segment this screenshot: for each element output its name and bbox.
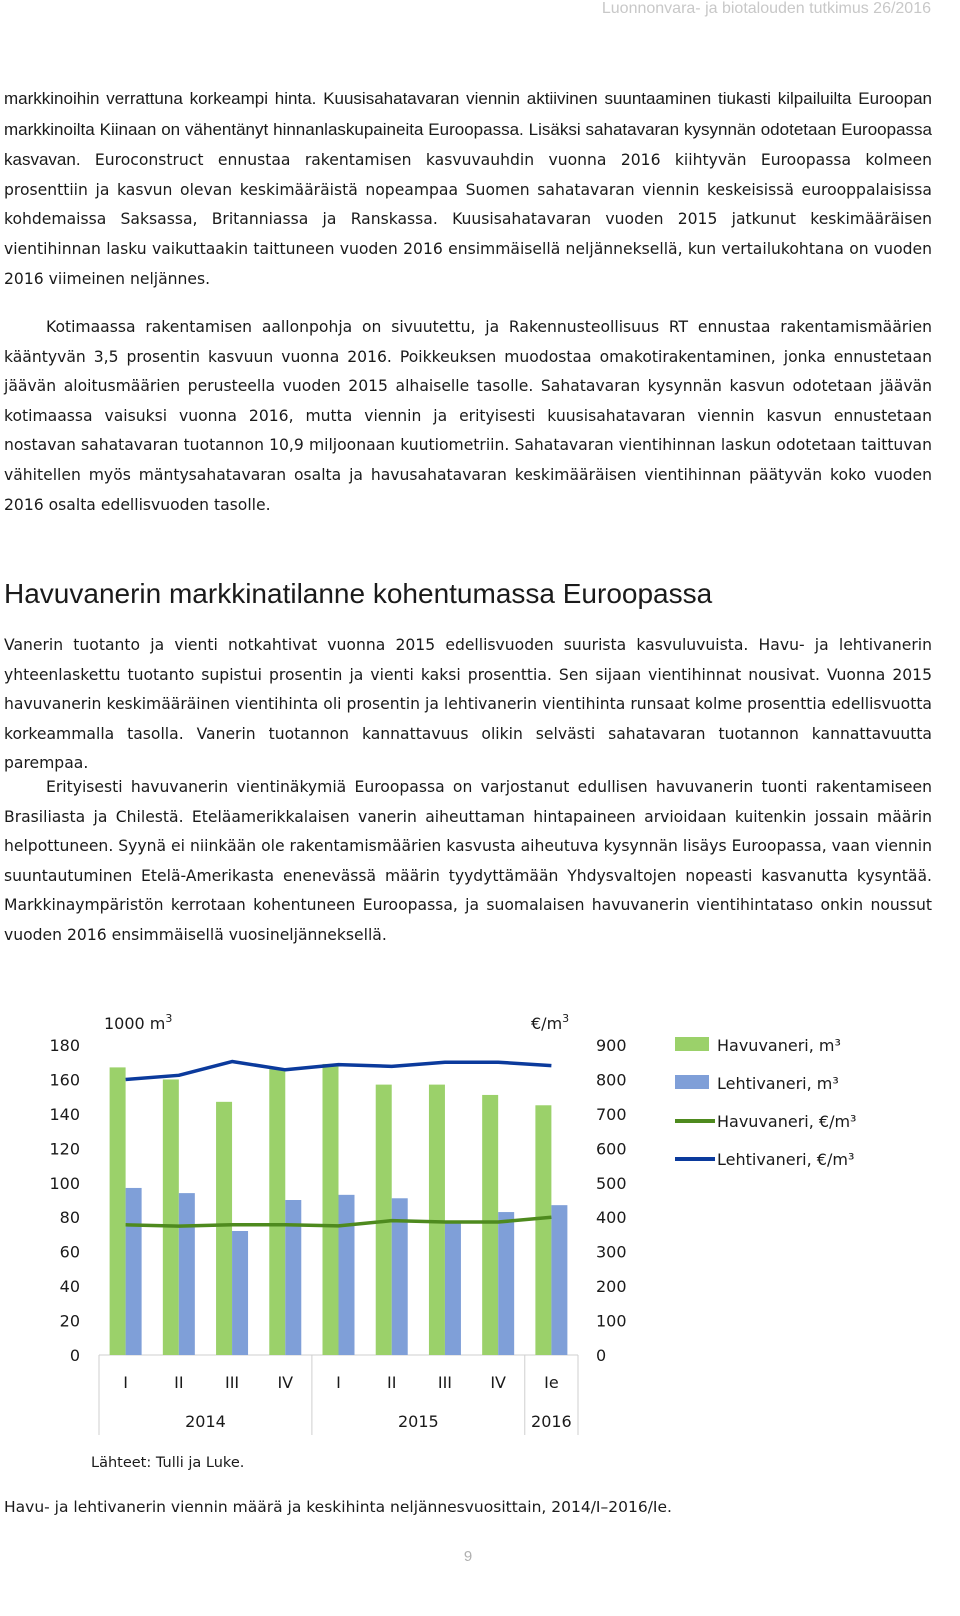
quarter-label: I [336, 1373, 341, 1392]
bar-havuvaneri [535, 1105, 551, 1355]
section-heading: Havuvanerin markkinatilanne kohentumassa Euroopassa [4, 578, 713, 609]
bar-series [110, 1064, 568, 1355]
quarter-label: II [174, 1373, 184, 1392]
quarter-label: Ie [544, 1373, 559, 1392]
bar-havuvaneri [216, 1102, 232, 1355]
right-tick-label: 900 [596, 1036, 627, 1055]
figure-caption: Havu- ja lehtivanerin viennin määrä ja keskihinta neljännesvuosittain, 2014/I–2016/Ie. [4, 1498, 672, 1516]
bar-lehtivaneri [551, 1205, 567, 1355]
page-number: 9 [463, 1548, 473, 1565]
quarter-label: IV [490, 1373, 507, 1392]
plywood-export-chart [0, 1000, 936, 1480]
running-header: Luonnonvara- ja biotalouden tutkimus 26/2016 [601, 0, 931, 17]
left-tick-label: 80 [59, 1208, 80, 1228]
right-tick-label: 800 [596, 1070, 627, 1090]
chart-legend [675, 1036, 856, 1169]
year-label: 2014 [185, 1412, 226, 1431]
right-tick-label: 200 [596, 1277, 627, 1297]
body-paragraph-3: Vanerin tuotanto ja vienti notkahtivat vuonna 2015 edellisvuoden suurista kasvuluvuista. Havu- ja lehtivanerin yhteenlaskettu tuotanto supistui prosentin ja vienti kaksi prosenttia. Sen sijaan vientihinnat nousivat. Vuonna 2015 havuvanerin keskimääräinen vientihinta oli prosentin ja lehtivanerin vientihinta runsaat kolme prosenttia edellisvuotta korkeammalla tasolla. Vanerin tuotannon kannattavuus olikin selvästi sahatavaran tuotannon kannattavuutta parempaa. [4, 636, 932, 773]
right-tick-label: 300 [596, 1242, 627, 1262]
left-tick-label: 140 [49, 1104, 80, 1124]
chart-source: Lähteet: Tulli ja Luke. [91, 1455, 245, 1471]
legend-label: Havuvaneri, m³ [717, 1036, 841, 1055]
bar-havuvaneri [269, 1069, 285, 1355]
left-tick-label: 100 [49, 1173, 80, 1193]
legend-swatch [675, 1037, 709, 1051]
year-label: 2016 [531, 1412, 572, 1431]
bar-lehtivaneri [179, 1193, 195, 1355]
bar-havuvaneri [323, 1064, 339, 1355]
quarter-label: III [224, 1373, 240, 1392]
paragraph-1-rest: Euroconstruct ennustaa rakentamisen kasvuvauhdin vuonna 2016 kiihtyvän Euroopassa kolmeen prosenttiin ja kasvun olevan keskimääräistä nopeampaa Suomen sahatavaran viennin keskeisissä eurooppalaisissa kohdemaissa Saksassa, Britanniassa ja Ranskassa. Kuusisahatavaran vuoden 2015 jatkunut keskimääräisen vientihinnan lasku vaikuttaakin taittuneen vuoden 2016 ensimmäisellä neljänneksellä, kun vertailukohtana on vuoden 2016 viimeinen neljännes. [4, 151, 932, 288]
legend-swatch [675, 1075, 709, 1089]
quarter-label: I [123, 1373, 128, 1392]
bar-lehtivaneri [126, 1188, 142, 1355]
year-separators [99, 1355, 578, 1435]
bar-havuvaneri [110, 1067, 126, 1355]
legend-label: Havuvaneri, €/m³ [717, 1112, 857, 1131]
bar-havuvaneri [163, 1079, 179, 1355]
left-axis-ticks [49, 1036, 80, 1365]
bar-lehtivaneri [498, 1212, 514, 1355]
right-tick-label: 0 [596, 1346, 607, 1365]
left-tick-label: 60 [59, 1242, 80, 1262]
bar-havuvaneri [482, 1095, 498, 1355]
quarter-label: IV [277, 1373, 294, 1392]
legend-label: Lehtivaneri, m³ [717, 1074, 839, 1093]
body-paragraph-4: Erityisesti havuvanerin vientinäkymiä Euroopassa on varjostanut edullisen havuvanerin tuonti rakentamiseen Brasiliasta ja Chilestä. Eteläamerikkalaisen vanerin aiheuttaman hintapaineen arvioidaan kuitenkin jossain määrin helpottuneen. Syynä ei niinkään ole rakentamismäärien kasvusta aiheutuva kysynnän lisäys Euroopassa, vaan viennin suuntautuminen Etelä-Amerikasta enenevässä määrin tyydyttämään Yhdysvaltojen nopeasti kasvanutta kysyntää. Markkinaympäristön kerrotaan kohentuneen Euroopassa, ja suomalaisen havuvanerin vientihintataso onkin noussut vuoden 2016 ensimmäisellä vuosineljänneksellä. [4, 778, 932, 944]
legend-label: Lehtivaneri, €/m³ [717, 1150, 855, 1169]
bar-lehtivaneri [232, 1231, 248, 1355]
left-tick-label: 160 [49, 1070, 80, 1090]
right-axis-unit: $€/m^3$ [531, 1012, 570, 1033]
left-tick-label: 120 [49, 1139, 80, 1159]
quarter-label: III [437, 1373, 453, 1392]
left-tick-label: 180 [49, 1036, 80, 1055]
right-tick-label: 600 [596, 1139, 627, 1159]
right-tick-label: 500 [596, 1173, 627, 1193]
x-axis-ticks [123, 1373, 558, 1392]
quarter-label: II [387, 1373, 397, 1392]
left-tick-label: 40 [59, 1277, 80, 1297]
year-labels [185, 1412, 572, 1431]
right-tick-label: 700 [596, 1104, 627, 1124]
left-tick-label: 20 [59, 1311, 80, 1331]
bar-lehtivaneri [445, 1222, 461, 1355]
left-axis-unit: 1000 $m^3$ [104, 1012, 173, 1033]
left-tick-label: 0 [69, 1346, 80, 1365]
year-label: 2015 [397, 1412, 439, 1431]
right-tick-label: 400 [596, 1208, 627, 1228]
bar-havuvaneri [429, 1085, 445, 1355]
right-axis-ticks [596, 1036, 627, 1365]
body-paragraph-1 [4, 84, 932, 294]
right-tick-label: 100 [596, 1311, 627, 1331]
bar-lehtivaneri [339, 1195, 355, 1355]
paragraph-1-lead: markkinoihin verrattuna korkeampi hinta. Kuusisahatavaran viennin aktiivinen suuntaaminen tiukasti kilpailuilta Euroopan markkinoilta Kiinaan on vähentänyt hinnanlaskupaineita Euroopassa. Lisäksi sahatavaran kysynnän odotetaan Euroopassa kasvavan. [4, 89, 932, 170]
body-paragraph-2: Kotimaassa rakentamisen aallonpohja on sivuutettu, ja Rakennusteollisuus RT ennustaa rakentamismäärien kääntyvän 3,5 prosentin kasvuun vuonna 2016. Poikkeuksen muodostaa omakotirakentaminen, jonka ennustetaan jäävän aloitusmäärien perusteella vuoden 2015 alhaiselle tasolle. Sahatavaran kysynnän kasvun odotetaan jäävän kotimaassa vaisuksi vuonna 2016, mutta viennin ja erityisesti kuusisahatavaran viennin kasvun ennustetaan nostavan sahatavaran tuotannon 10,9 miljoonaan kuutiometriin. Sahatavaran vientihinnan laskun odotetaan taittuvan vähitellen myös mäntysahatavaran osalta ja havusahatavaran keskimääräisen vientihinnan päätyvän koko vuoden 2016 osalta edellisvuoden tasolle. [4, 318, 932, 514]
